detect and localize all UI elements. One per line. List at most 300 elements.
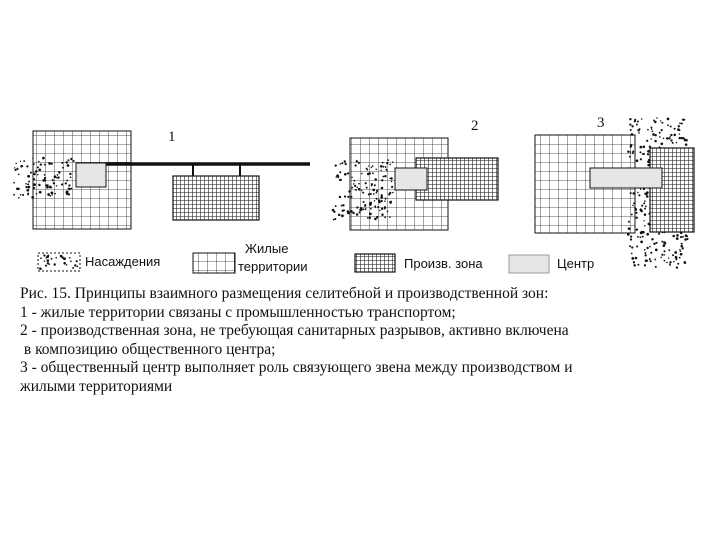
panel-2: [332, 118, 498, 230]
stipple-dot: [34, 173, 36, 175]
stipple-dot: [628, 221, 630, 223]
stipple-dot: [669, 136, 670, 137]
stipple-dot: [660, 142, 663, 145]
stipple-dot: [33, 187, 35, 189]
stipple-dot: [54, 263, 56, 265]
stipple-dot: [62, 167, 64, 169]
stipple-dot: [687, 238, 689, 240]
stipple-dot: [370, 205, 371, 206]
stipple-dot: [684, 139, 686, 141]
stipple-dot: [642, 231, 645, 234]
stipple-dot: [633, 202, 635, 204]
stipple-dot: [68, 159, 70, 161]
stipple-dot: [647, 150, 650, 153]
stipple-dot: [674, 128, 676, 130]
legend-label-center: Центр: [557, 256, 595, 271]
stipple-dot: [27, 192, 29, 194]
stipple-dot: [70, 176, 72, 178]
stipple-dot: [353, 180, 355, 182]
stipple-dot: [644, 264, 646, 266]
stipple-dot: [664, 260, 666, 262]
stipple-dot: [381, 179, 383, 181]
stipple-dot: [647, 129, 649, 131]
stipple-dot: [32, 158, 33, 159]
stipple-dot: [23, 160, 25, 162]
stipple-dot: [341, 205, 343, 207]
stipple-dot: [35, 170, 38, 173]
stipple-dot: [670, 125, 672, 127]
stipple-dot: [13, 182, 15, 184]
stipple-dot: [369, 217, 371, 219]
stipple-dot: [634, 208, 637, 211]
stipple-dot: [27, 183, 29, 185]
stipple-dot: [388, 159, 390, 161]
stipple-dot: [652, 238, 654, 240]
stipple-dot: [33, 163, 35, 165]
stipple-dot: [48, 162, 51, 165]
stipple-dot: [634, 120, 635, 121]
stipple-dot: [654, 140, 656, 142]
stipple-dot: [631, 214, 633, 216]
stipple-dot: [629, 156, 631, 158]
stipple-dot: [367, 217, 369, 219]
stipple-dot: [636, 228, 638, 230]
stipple-dot: [372, 189, 375, 192]
stipple-dot: [356, 187, 358, 189]
stipple-dot: [680, 236, 682, 238]
stipple-dot: [659, 132, 661, 134]
stipple-dot: [644, 208, 646, 210]
stipple-dot: [681, 122, 683, 124]
stipple-dot: [342, 204, 344, 206]
stipple-dot: [343, 209, 345, 211]
stipple-dot: [359, 209, 362, 212]
stipple-dot: [382, 162, 384, 164]
stipple-dot: [390, 201, 392, 203]
stipple-dot: [381, 213, 383, 215]
stipple-dot: [663, 250, 665, 252]
stipple-dot: [33, 178, 35, 180]
stipple-dot: [51, 194, 52, 195]
stipple-dot: [45, 265, 47, 267]
stipple-dot: [358, 188, 361, 191]
stipple-dot: [392, 161, 394, 163]
stipple-dot: [646, 195, 649, 198]
stipple-dot: [77, 266, 79, 268]
caption-item-1: 1 - жилые территории связаны с промышленностью транспортом;: [20, 303, 456, 321]
stipple-dot: [376, 192, 378, 194]
stipple-dot: [49, 186, 52, 189]
stipple-dot: [384, 175, 386, 177]
stipple-dot: [38, 161, 40, 163]
stipple-dot: [61, 162, 63, 164]
stipple-dot: [663, 245, 665, 247]
stipple-dot: [631, 253, 633, 255]
stipple-dot: [653, 243, 655, 245]
stipple-dot: [376, 198, 378, 200]
stipple-dot: [13, 194, 15, 196]
center-area: [395, 168, 427, 190]
stipple-dot: [335, 205, 337, 207]
stipple-dot: [666, 137, 669, 140]
stipple-dot: [380, 196, 383, 199]
stipple-dot: [66, 264, 67, 265]
stipple-dot: [385, 198, 387, 200]
stipple-dot: [73, 160, 75, 162]
stipple-dot: [44, 164, 46, 166]
stipple-dot: [61, 183, 63, 185]
stipple-dot: [337, 176, 339, 178]
stipple-dot: [637, 236, 639, 238]
stipple-dot: [52, 179, 54, 181]
stipple-dot: [660, 257, 662, 259]
stipple-dot: [350, 210, 353, 213]
legend-swatch-residential: [193, 253, 235, 273]
stipple-dot: [22, 194, 24, 196]
stipple-dot: [684, 238, 687, 241]
stipple-dot: [379, 210, 381, 212]
stipple-dot: [36, 193, 38, 195]
stipple-dot: [659, 136, 661, 138]
stipple-dot: [682, 247, 684, 249]
stipple-dot: [26, 189, 29, 192]
stipple-dot: [661, 129, 663, 131]
stipple-dot: [370, 208, 372, 210]
stipple-dot: [352, 212, 354, 214]
stipple-dot: [676, 142, 677, 143]
caption-item-2-line1: 2 - производственная зона, не требующая санитарных разрывов, активно включена: [20, 322, 569, 339]
stipple-dot: [26, 165, 28, 167]
stipple-dot: [366, 187, 368, 189]
stipple-dot: [661, 122, 663, 124]
stipple-dot: [672, 254, 674, 256]
stipple-dot: [361, 173, 362, 174]
stipple-dot: [362, 208, 364, 210]
stipple-dot: [365, 182, 367, 184]
figure-caption: [20, 285, 700, 396]
panel-3: [535, 115, 694, 269]
stipple-dot: [644, 249, 646, 251]
stipple-dot: [683, 261, 686, 264]
stipple-dot: [372, 165, 374, 167]
stipple-dot: [391, 181, 393, 183]
stipple-dot: [366, 169, 368, 171]
legend-swatch-center: [509, 255, 549, 273]
stipple-dot: [661, 254, 663, 256]
stipple-dot: [369, 202, 371, 204]
stipple-dot: [650, 127, 652, 129]
stipple-dot: [65, 182, 67, 184]
stipple-dot: [645, 206, 647, 208]
stipple-dot: [361, 190, 362, 191]
stipple-dot: [670, 134, 672, 136]
stipple-dot: [661, 241, 663, 243]
stipple-dot: [339, 179, 341, 181]
stipple-dot: [631, 246, 633, 248]
stipple-dot: [675, 258, 677, 260]
stipple-dot: [681, 243, 683, 245]
stipple-dot: [638, 194, 640, 196]
stipple-dot: [384, 200, 386, 202]
stipple-dot: [340, 163, 342, 165]
stipple-dot: [28, 186, 31, 189]
stipple-dot: [17, 188, 20, 191]
caption-item-2-line2: в композицию общественного центра;: [20, 340, 276, 358]
stipple-dot: [631, 257, 634, 260]
stipple-dot: [378, 199, 380, 201]
stipple-dot: [53, 182, 55, 184]
stipple-dot: [47, 260, 49, 262]
stipple-dot: [640, 158, 642, 160]
center-area: [590, 168, 662, 188]
stipple-dot: [673, 134, 676, 137]
stipple-dot: [381, 208, 383, 210]
stipple-dot: [351, 177, 353, 179]
stipple-dot: [67, 164, 70, 167]
legend-label-industrial: Произв. зона: [404, 256, 483, 271]
stipple-dot: [382, 176, 384, 178]
stipple-dot: [653, 119, 655, 121]
stipple-dot: [56, 177, 57, 178]
stipple-dot: [658, 233, 660, 235]
stipple-dot: [635, 212, 637, 214]
stipple-dot: [368, 165, 369, 166]
stipple-dot: [644, 200, 646, 202]
legend-item-industrial: [355, 254, 483, 272]
stipple-dot: [663, 137, 665, 139]
stipple-dot: [15, 163, 17, 165]
stipple-dot: [672, 235, 675, 238]
stipple-dot: [354, 185, 356, 187]
stipple-dot: [51, 163, 53, 165]
stipple-dot: [676, 266, 678, 268]
stipple-dot: [679, 123, 681, 125]
stipple-dot: [362, 192, 364, 194]
stipple-dot: [635, 257, 638, 260]
stipple-dot: [389, 217, 390, 218]
stipple-dot: [677, 263, 679, 265]
stipple-dot: [44, 174, 46, 176]
stipple-dot: [647, 164, 649, 166]
stipple-dot: [384, 217, 386, 219]
stipple-dot: [369, 213, 372, 216]
stipple-dot: [14, 167, 16, 169]
stipple-dot: [660, 120, 661, 121]
stipple-dot: [632, 192, 634, 194]
stipple-dot: [649, 258, 651, 260]
stipple-dot: [65, 161, 68, 164]
stipple-dot: [353, 183, 355, 185]
stipple-dot: [638, 132, 640, 134]
stipple-dot: [333, 211, 335, 213]
stipple-dot: [669, 261, 671, 263]
stipple-dot: [338, 214, 341, 217]
stipple-dot: [341, 214, 344, 217]
legend-label-residential-line2: территории: [238, 259, 308, 274]
stipple-dot: [355, 189, 357, 191]
stipple-dot: [348, 190, 351, 193]
stipple-dot: [354, 164, 356, 166]
stipple-dot: [633, 261, 635, 263]
stipple-dot: [69, 173, 71, 175]
stipple-dot: [39, 191, 42, 194]
stipple-dot: [640, 188, 641, 189]
stipple-dot: [37, 174, 38, 175]
stipple-dot: [20, 161, 21, 162]
stipple-dot: [381, 200, 383, 202]
stipple-dot: [57, 174, 59, 176]
stipple-dot: [42, 179, 44, 181]
stipple-dot: [669, 265, 670, 266]
stipple-dot: [376, 190, 378, 192]
stipple-dot: [44, 177, 46, 179]
stipple-dot: [40, 257, 42, 259]
stipple-dot: [685, 143, 688, 146]
stipple-dot: [655, 134, 657, 136]
stipple-dot: [636, 124, 638, 126]
panel-1: [13, 129, 310, 229]
stipple-dot: [31, 196, 34, 199]
stipple-dot: [66, 190, 69, 193]
stipple-dot: [20, 194, 22, 196]
stipple-dot: [69, 257, 71, 259]
stipple-dot: [55, 257, 57, 259]
panel-number: 2: [471, 118, 479, 134]
stipple-dot: [646, 247, 648, 249]
stipple-dot: [643, 153, 645, 155]
stipple-dot: [375, 169, 377, 171]
stipple-dot: [375, 207, 376, 208]
stipple-dot: [345, 163, 347, 165]
stipple-dot: [642, 236, 644, 238]
stipple-dot: [335, 176, 336, 177]
stipple-dot: [639, 236, 641, 238]
stipple-dot: [68, 193, 70, 195]
stipple-dot: [656, 242, 658, 244]
legend-label-greenery: Насаждения: [85, 254, 161, 269]
stipple-dot: [677, 128, 680, 131]
stipple-dot: [371, 167, 372, 168]
stipple-dot: [76, 260, 78, 262]
stipple-dot: [51, 192, 54, 195]
stipple-dot: [334, 218, 336, 220]
stipple-dot: [637, 121, 639, 123]
stipple-dot: [630, 192, 632, 194]
stipple-dot: [678, 137, 680, 139]
stipple-dot: [646, 191, 649, 194]
industrial-area: [650, 148, 694, 232]
stipple-dot: [47, 262, 49, 264]
stipple-dot: [630, 151, 632, 153]
stipple-dot: [650, 260, 652, 262]
stipple-dot: [54, 175, 57, 178]
industrial-area: [173, 176, 259, 220]
stipple-dot: [676, 237, 679, 240]
stipple-dot: [370, 193, 372, 195]
stipple-dot: [629, 123, 631, 125]
stipple-dot: [28, 181, 30, 183]
stipple-dot: [641, 118, 643, 120]
caption-item-3-line2: жилыми территориями: [20, 377, 173, 395]
stipple-dot: [640, 241, 643, 244]
stipple-dot: [389, 164, 391, 166]
stipple-dot: [630, 134, 631, 135]
stipple-dot: [670, 139, 672, 141]
stipple-dot: [344, 195, 346, 197]
stipple-dot: [45, 257, 47, 259]
stipple-dot: [368, 193, 370, 195]
stipple-dot: [636, 159, 639, 162]
stipple-dot: [42, 157, 45, 160]
stipple-dot: [630, 236, 632, 238]
stipple-dot: [644, 252, 646, 254]
stipple-dot: [636, 245, 638, 247]
stipple-dot: [649, 246, 651, 248]
stipple-dot: [672, 142, 674, 144]
legend-item-residential: [193, 241, 308, 274]
stipple-dot: [374, 178, 377, 181]
stipple-dot: [666, 262, 668, 264]
stipple-dot: [385, 169, 387, 171]
stipple-dot: [18, 173, 20, 175]
stipple-dot: [680, 245, 683, 248]
stipple-dot: [628, 228, 631, 231]
stipple-dot: [631, 125, 633, 127]
stipple-dot: [347, 172, 349, 174]
stipple-dot: [48, 254, 49, 255]
stipple-dot: [640, 210, 643, 213]
stipple-dot: [356, 213, 359, 216]
stipple-dot: [632, 152, 634, 154]
stipple-dot: [643, 202, 645, 204]
stipple-dot: [58, 171, 60, 173]
stipple-dot: [644, 225, 646, 227]
panel-number: 1: [168, 129, 176, 145]
stipple-dot: [63, 262, 66, 265]
legend: [38, 241, 594, 274]
stipple-dot: [30, 172, 32, 174]
stipple-dot: [646, 140, 648, 142]
stipple-dot: [371, 183, 373, 185]
stipple-dot: [642, 145, 645, 148]
legend-item-greenery: [38, 253, 160, 271]
stipple-dot: [392, 192, 394, 194]
stipple-dot: [369, 172, 371, 174]
stipple-dot: [633, 264, 635, 266]
stipple-dot: [363, 201, 365, 203]
stipple-dot: [344, 160, 346, 162]
stipple-dot: [374, 200, 375, 201]
stipple-dot: [639, 146, 642, 149]
stipple-dot: [356, 206, 358, 208]
stipple-dot: [630, 238, 632, 240]
stipple-dot: [16, 168, 18, 170]
stipple-dot: [72, 267, 74, 269]
stipple-dot: [374, 184, 376, 186]
stipple-dot: [377, 206, 379, 208]
stipple-dot: [351, 187, 353, 189]
legend-label-residential-line1: Жилые: [245, 241, 289, 256]
caption-item-3-line1: 3 - общественный центр выполняет роль связующего звена между производством и: [20, 359, 573, 376]
legend-item-center: [509, 255, 594, 273]
stipple-dot: [647, 153, 649, 155]
stipple-dot: [668, 257, 669, 258]
stipple-dot: [55, 193, 56, 194]
stipple-dot: [47, 193, 50, 196]
stipple-dot: [20, 165, 22, 167]
stipple-dot: [37, 166, 39, 168]
stipple-dot: [385, 166, 387, 168]
